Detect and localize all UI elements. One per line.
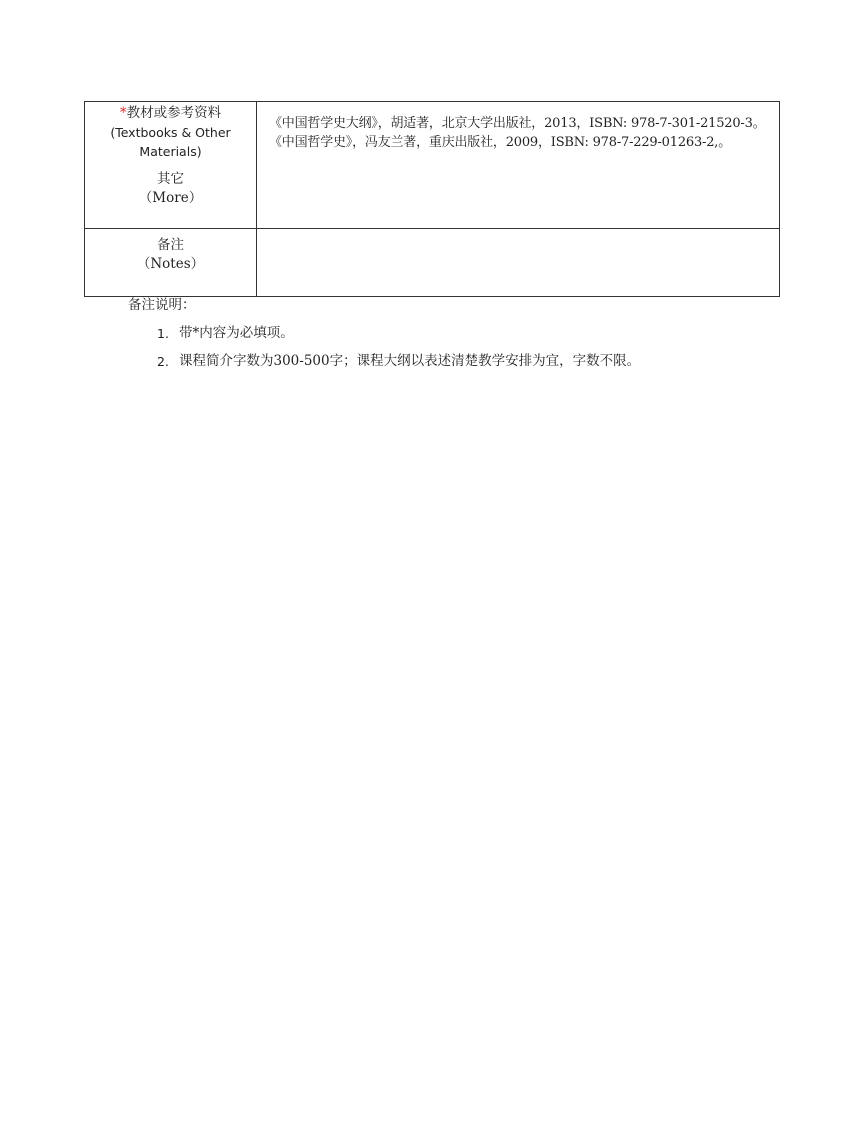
footnote-text: 课程简介字数为300-500字；课程大纲以表述清楚教学安排为宜，字数不限。: [179, 353, 641, 369]
footnote-number: 1.: [157, 326, 169, 341]
more-label-en: （More）: [138, 190, 203, 206]
materials-label-cell: [85, 102, 257, 229]
materials-label-cn: 教材或参考资料: [126, 105, 222, 121]
notes-label-cn: 备注: [157, 237, 184, 253]
footnote-item-1: [157, 324, 640, 343]
notes-content-cell: [257, 229, 780, 297]
notes-label-cell: [85, 229, 257, 297]
footnotes-title: 备注说明：: [128, 297, 196, 313]
footnote-item-2: [157, 352, 640, 371]
reference-line-1: 《中国哲学史大纲》，胡适著，北京大学出版社，2013，ISBN: 978-7-301-21520-3。: [269, 116, 766, 131]
reference-line-2: 《中国哲学史》，冯友兰著，重庆出版社，2009，ISBN: 978-7-229-01263-2,。: [269, 135, 732, 150]
table-row-notes: [85, 229, 780, 297]
footnote-text: 带*内容为必填项。: [179, 325, 294, 341]
footnotes-section: [128, 296, 640, 380]
more-label-cn: 其它: [157, 171, 184, 187]
notes-label: [85, 229, 256, 274]
course-info-table: [84, 101, 780, 297]
materials-label-cn-line: [85, 104, 256, 123]
materials-label-en-1: (Textbooks & Other: [110, 125, 231, 140]
materials-content-cell: [257, 102, 780, 229]
materials-label-en-2: Materials): [139, 144, 202, 159]
notes-label-en: （Notes）: [136, 256, 205, 272]
footnote-number: 2.: [157, 354, 169, 369]
table-row-materials: [85, 102, 780, 229]
required-star: *: [119, 105, 127, 121]
materials-label: [85, 102, 256, 161]
more-label: [85, 170, 256, 208]
